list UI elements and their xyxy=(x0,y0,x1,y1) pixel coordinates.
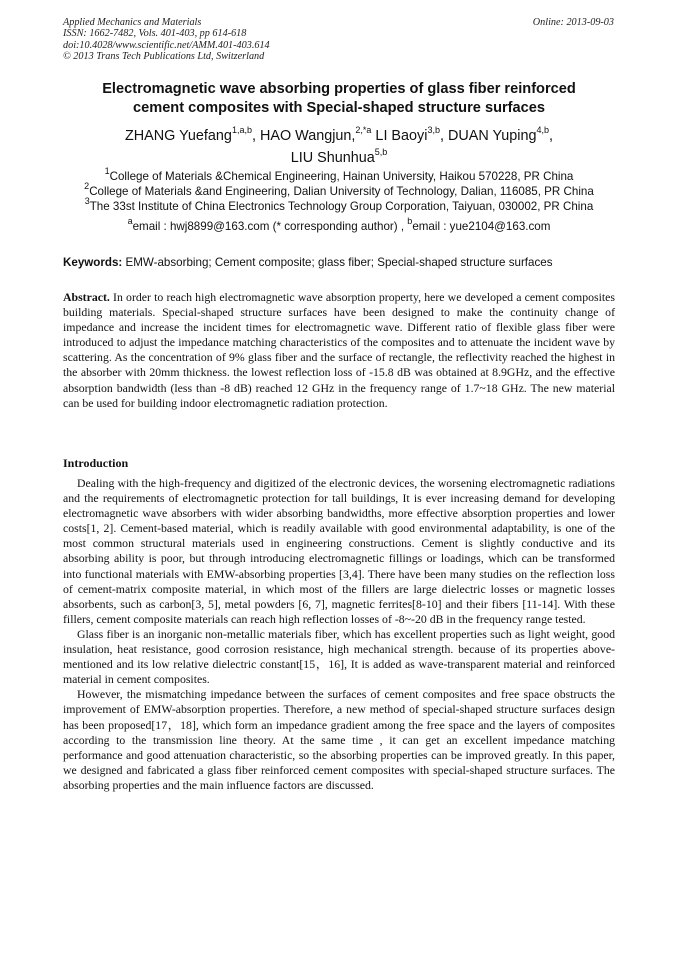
author-affil-sup: 3,b xyxy=(427,125,440,136)
authors-line-1 xyxy=(40,125,638,147)
online-date: Online: 2013-09-03 xyxy=(532,17,614,28)
affiliation-item xyxy=(40,196,638,214)
journal-copyright: © 2013 Trans Tech Publications Ltd, Switzerland xyxy=(63,51,265,63)
affiliation-item xyxy=(40,181,638,199)
affiliation-sup: 2 xyxy=(84,181,90,192)
affiliation-sup: 1 xyxy=(104,166,110,177)
abstract-label: Abstract. xyxy=(63,290,110,304)
journal-doi: doi:10.4028/www.scientific.net/AMM.401-403.614 xyxy=(63,39,270,51)
authors-line-2 xyxy=(40,147,638,169)
paper-title xyxy=(40,80,638,118)
affiliation-item xyxy=(40,166,638,184)
affiliation-text: The 33st Institute of China Electronics Technology Group Corporation, Taiyuan, 030002, PR China xyxy=(89,200,594,213)
affiliation-list xyxy=(40,166,638,214)
affiliation-sup: 3 xyxy=(84,196,90,207)
affiliation-text: College of Materials &Chemical Engineering, Hainan University, Haikou 570228, PR China xyxy=(109,170,574,183)
author-name: , DUAN Yuping xyxy=(439,128,537,144)
section-heading: Introduction xyxy=(63,456,129,470)
author-name: LIU Shunhua xyxy=(290,150,375,166)
author-name: ZHANG Yuefang xyxy=(125,128,232,144)
abstract xyxy=(63,290,615,411)
title-line-2: cement composites with Special-shaped structure surfaces xyxy=(132,100,545,116)
journal-header xyxy=(63,17,270,63)
title-line-1: Electromagnetic wave absorbing properties of glass fiber reinforced xyxy=(102,81,576,97)
email-text: email : hwj8899@163.com (* corresponding author) , xyxy=(132,220,408,233)
email-text: email : yue2104@163.com xyxy=(412,220,551,233)
email-line xyxy=(40,216,638,233)
author-separator: , xyxy=(549,128,553,144)
author-name: , HAO Wangjun, xyxy=(251,128,356,144)
introduction-body xyxy=(63,476,615,793)
abstract-text: In order to reach high electromagnetic wave absorption property, here we developed a cement composites building materials. Special-shaped structure surfaces have been designed to make the continuity change of impedance and increase the incident times for electromagnetic wave. Different ratio of flexible glass fiber were introduced to adjust the impedance matching characteristics of the composites and to attenuate the incident wave by scattering. As the concentration of 9% glass fiber and the surface of rectangle, the reflectivity reached the highest in the absorber with 20mm thickness. the lowest reflection loss of -15.8 dB was obtained at 8.9GHz, and the effective absorption bandwidth (less than -8 dB) reached 12 GHz in the frequency range of 1.7~18 GHz. The new material can be used for building indoor electromagnetic radiation protection. xyxy=(63,290,615,410)
keywords xyxy=(63,256,623,269)
author-affil-sup: 5,b xyxy=(374,147,388,158)
author-name: LI Baoyi xyxy=(371,128,428,144)
journal-name: Applied Mechanics and Materials xyxy=(63,17,202,28)
author-affil-sup: 4,b xyxy=(536,125,549,136)
paragraph: Dealing with the high-frequency and digitized of the electronic devices, the worsening electromagnetic radiations and the requirements of electromagnetic protection for tall buildings, It is ever increasing demand for developing electromagnetic wave absorbers with wider absorbing bandwidths, more effective absorption properties and lower costs[1, 2]. Cement-based material, which is readily available with good environmental adaptability, is one of the most common structural materials used in engineering constructions. Cement is slightly conductive and its absorbing ability is poor, but through introducing electromagnetic fillings or loadings, which can be transformed into functional materials with EMW-absorbing properties [3,4]. There have been many studies on the reflection loss of cement-matrix composite material, in which most of the fillers are large dielectric losses or magnetic losses absorbents, such as carbon[3, 5], metal powders [6, 7], magnetic ferrites[8-10] and their fibers [11-14]. With these fillers, cement composite materials can reach high reflection losses of -8~-20 dB in the frequency range tested. xyxy=(63,476,615,626)
keywords-text: EMW-absorbing; Cement composite; glass fiber; Special-shaped structure surfaces xyxy=(122,256,553,269)
email-sup: a xyxy=(127,216,133,227)
author-list xyxy=(40,125,638,169)
keywords-label: Keywords: xyxy=(63,256,123,269)
paragraph: Glass fiber is an inorganic non-metallic materials fiber, which has excellent properties such as light weight, good insulation, heat resistance, good corrosion resistance, high mechanical strength. because of its properties above-mentioned and its low relative dielectric constant[15，16], It is added as wave-transparent material and reinforced material in cement composites. xyxy=(63,626,615,687)
email-sup: b xyxy=(407,216,413,227)
journal-issn: ISSN: 1662-7482, Vols. 401-403, pp 614-618 xyxy=(63,28,247,40)
paragraph: However, the mismatching impedance between the surfaces of cement composites and free space obstructs the improvement of EMW-absorption properties. Therefore, a new method of special-shaped structure surfaces design has been proposed[17，18], which form an impedance gradient among the free space and the layers of composites according to the transmission line theory. At the same time , it can get an excellent impedance matching performance and good attenuation characteristic, so the absorbing properties can be improved greatly. In this paper, we designed and fabricated a glass fiber reinforced cement composites with special-shaped structure surfaces. The absorbing properties and the main influence factors are discussed. xyxy=(63,687,615,792)
affiliation-text: College of Materials &and Engineering, Dalian University of Technology, Dalian, 116085, PR China xyxy=(89,185,594,198)
author-affil-sup: 2,*a xyxy=(355,125,372,136)
author-affil-sup: 1,a,b xyxy=(231,125,252,136)
